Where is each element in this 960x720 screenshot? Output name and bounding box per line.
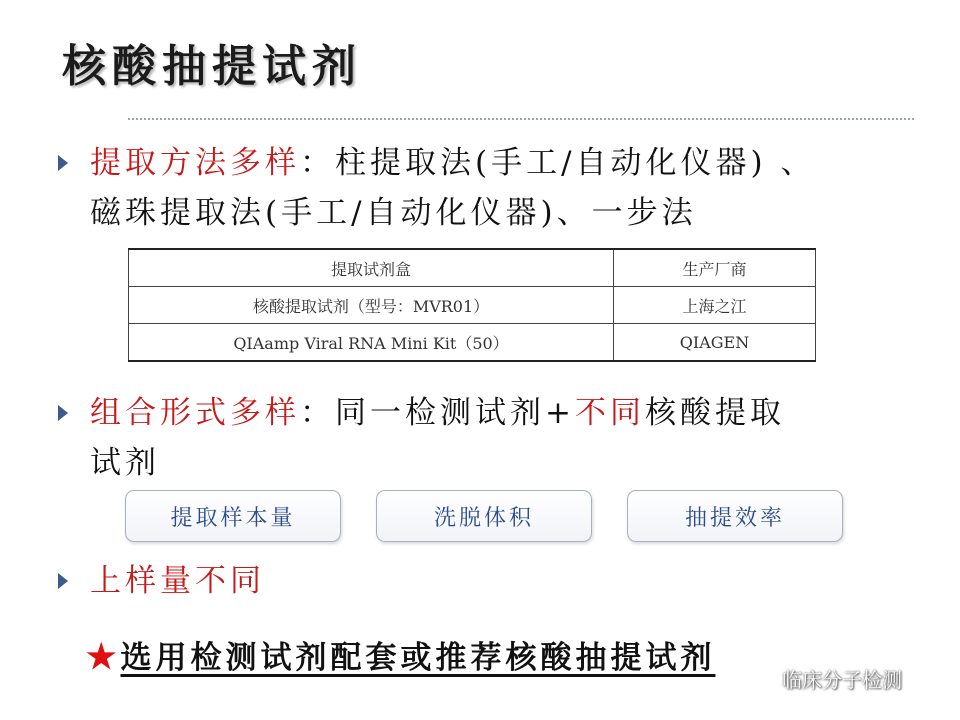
summary-line [86, 632, 715, 677]
extraction-kit-table [128, 248, 816, 362]
table-cell: 核酸提取试剂（型号：MVR01） [129, 287, 614, 324]
wechat-icon [752, 668, 778, 690]
pill-sample-volume: 提取样本量 [125, 490, 341, 542]
slide-title: 核酸抽提试剂 [62, 41, 362, 92]
table-header-manufacturer: 生产厂商 [614, 249, 816, 287]
triangle-arrow-icon [58, 573, 68, 589]
triangle-arrow-icon [58, 405, 68, 421]
bullet1-line2: 磁珠提取法(手工/自动化仪器)、一步法 [90, 195, 697, 231]
table-cell: 上海之江 [614, 287, 816, 324]
watermark-text: 临床分子检测 [782, 668, 902, 692]
star-icon: ★ [86, 637, 121, 677]
triangle-arrow-icon [58, 155, 68, 171]
bullet2-part-a: 同一检测试剂+ [335, 395, 575, 431]
bullet2-colon: ： [300, 395, 335, 431]
bullet-extraction-methods [58, 138, 816, 238]
summary-text: 选用检测试剂配套或推荐核酸抽提试剂 [120, 640, 716, 676]
bullet1-highlight: 提取方法多样 [90, 145, 300, 181]
bullet1-line1: 柱提取法(手工/自动化仪器) 、 [335, 145, 816, 181]
table-header-row [129, 249, 816, 287]
bullet-loading-volume [58, 556, 265, 606]
bullet2-part-red: 不同 [574, 395, 645, 431]
table-row [129, 324, 816, 362]
bullet2-part-b: 核酸提取 [644, 395, 785, 431]
table-cell: QIAamp Viral RNA Mini Kit（50） [129, 324, 614, 362]
bullet2-highlight: 组合形式多样 [90, 395, 300, 431]
bullet1-colon: ： [300, 145, 335, 181]
table-row [129, 287, 816, 324]
title-divider [128, 118, 914, 120]
watermark [752, 664, 902, 693]
pill-extraction-efficiency: 抽提效率 [627, 490, 843, 542]
table-cell: QIAGEN [614, 324, 816, 362]
table-header-kit: 提取试剂盒 [129, 249, 614, 287]
bullet-combination-forms [58, 388, 785, 488]
factor-pills [125, 490, 845, 542]
bullet3-text: 上样量不同 [90, 563, 265, 599]
bullet2-line2: 试剂 [90, 445, 160, 481]
pill-elution-volume: 洗脱体积 [376, 490, 592, 542]
